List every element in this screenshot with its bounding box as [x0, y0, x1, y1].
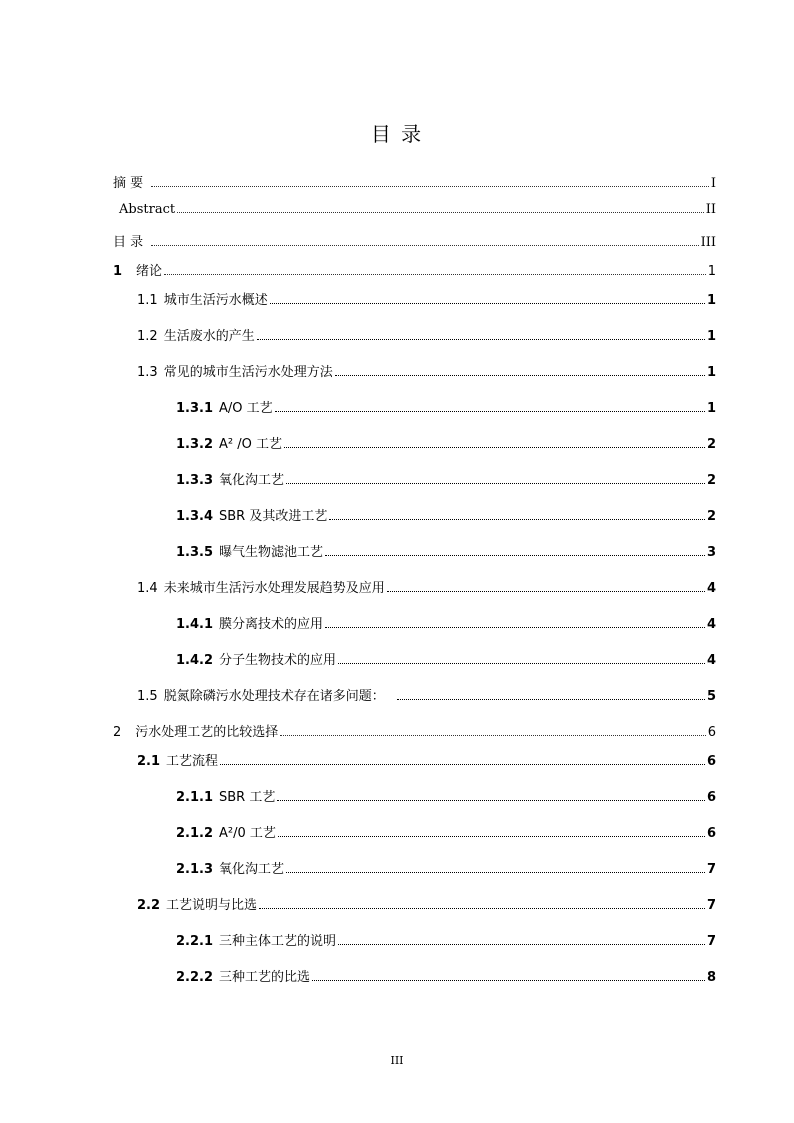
toc-entry-page: 6	[706, 826, 716, 841]
toc-leader-dots	[259, 908, 705, 909]
toc-entry-page: 6	[706, 790, 716, 805]
toc-entry-label: 未来城市生活污水处理发展趋势及应用	[163, 581, 385, 596]
toc-entry-number: 2.2.2	[176, 970, 214, 985]
toc-entry-page: 6	[707, 725, 716, 740]
toc-entry-1-3-3[interactable]	[176, 469, 716, 488]
toc-entry-label: 氧化沟工艺	[219, 862, 285, 877]
toc-entry-number: 1.4.1	[176, 617, 214, 632]
toc-leader-dots	[387, 591, 705, 592]
toc-leader-dots	[278, 836, 705, 837]
toc-leader-dots	[286, 872, 705, 873]
toc-leader-dots	[286, 483, 705, 484]
toc-entry-2-1-3[interactable]	[176, 858, 716, 877]
toc-entry-1-4[interactable]	[137, 577, 716, 596]
toc-leader-dots	[335, 375, 705, 376]
toc-entry-1-3-4[interactable]	[176, 505, 716, 524]
toc-leader-dots	[325, 555, 705, 556]
toc-entry-page: 5	[706, 689, 716, 704]
toc-leader-dots	[275, 411, 705, 412]
toc-entry-label: 分子生物技术的应用	[219, 653, 337, 668]
toc-entry-page: 4	[706, 653, 716, 668]
toc-entry-label: 工艺说明与比选	[166, 898, 258, 913]
toc-entry-label: 常见的城市生活污水处理方法	[163, 365, 333, 380]
toc-entry-page: 7	[706, 934, 716, 949]
toc-entry-label: 膜分离技术的应用	[219, 617, 324, 632]
toc-entry-number: 1.3.2	[176, 437, 214, 452]
toc-leader-dots	[325, 627, 705, 628]
toc-entry-number: 1.3.4	[176, 509, 214, 524]
toc-leader-dots	[257, 339, 705, 340]
toc-leader-dots	[164, 274, 706, 275]
toc-leader-dots	[280, 735, 705, 736]
toc-entry-label: 三种主体工艺的说明	[219, 934, 337, 949]
toc-entry-page: 4	[706, 617, 716, 632]
toc-leader-dots	[312, 980, 705, 981]
toc-entry-label: A/O 工艺	[219, 401, 273, 416]
toc-entry-label: A² /O 工艺	[219, 437, 282, 452]
toc-entry-label: 曝气生物滤池工艺	[219, 545, 324, 560]
toc-entry-label: 脱氮除磷污水处理技术存在诸多问题：	[163, 689, 385, 704]
toc-entry-page: 2	[706, 473, 716, 488]
toc-leader-dots	[284, 447, 705, 448]
toc-entry-number: 1.3.3	[176, 473, 214, 488]
toc-entry-page: 1	[706, 329, 716, 344]
toc-entry-label: 污水处理工艺的比较选择	[135, 725, 279, 740]
toc-entry-chapter-1[interactable]	[113, 260, 716, 279]
toc-entry-1-3-5[interactable]	[176, 541, 716, 560]
toc-entry-1-4-2[interactable]	[176, 649, 716, 668]
toc-entry-page: 2	[706, 509, 716, 524]
toc-entry-2-2[interactable]	[137, 894, 716, 913]
toc-entry-label: SBR 工艺	[219, 790, 276, 805]
toc-entry-2-2-1[interactable]	[176, 930, 716, 949]
toc-entry-page: 7	[706, 898, 716, 913]
toc-entry-page: 7	[706, 862, 716, 877]
toc-entry-page: 8	[706, 970, 716, 985]
toc-entry-page: 6	[706, 754, 716, 769]
toc-entry-1-5[interactable]	[137, 685, 716, 704]
toc-entry-chapter-2[interactable]	[113, 721, 716, 740]
toc-entry-2-2-2[interactable]	[176, 966, 716, 985]
toc-entry-label: SBR 及其改进工艺	[219, 509, 328, 524]
toc-entry-number: 1.3.1	[176, 401, 214, 416]
toc-entry-1-2[interactable]	[137, 325, 716, 344]
toc-entry-number: 2.1.2	[176, 826, 214, 841]
toc-entry-number: 1.4	[137, 581, 158, 596]
toc-entry-1-3[interactable]	[137, 361, 716, 380]
toc-leader-dots	[338, 944, 705, 945]
toc-entry-page: 1	[707, 264, 716, 279]
toc-entry-number: 2.2.1	[176, 934, 214, 949]
toc-leader-dots	[177, 212, 704, 213]
toc-entry-number: 1.1	[137, 293, 158, 308]
page-number-footer: III	[390, 1054, 404, 1067]
toc-entry-abstract-cn[interactable]	[113, 172, 716, 191]
toc-entry-2-1-2[interactable]	[176, 822, 716, 841]
toc-leader-dots	[270, 303, 705, 304]
toc-entry-number: 2	[113, 725, 122, 740]
toc-entry-number: 2.2	[137, 898, 161, 913]
toc-entry-label: 氧化沟工艺	[219, 473, 285, 488]
toc-entry-1-4-1[interactable]	[176, 613, 716, 632]
toc-entry-label: 绪论	[136, 264, 163, 279]
toc-entry-page: III	[700, 235, 716, 250]
toc-entry-2-1[interactable]	[137, 750, 716, 769]
toc-entry-1-1[interactable]	[137, 289, 716, 308]
toc-entry-page: 1	[706, 365, 716, 380]
toc-entry-label: A²/0 工艺	[219, 826, 276, 841]
toc-entry-number: 1.4.2	[176, 653, 214, 668]
toc-entry-number: 1	[113, 264, 123, 279]
toc-entry-abstract-en[interactable]	[113, 202, 716, 217]
toc-entry-page: II	[705, 202, 716, 217]
toc-entry-1-3-2[interactable]	[176, 433, 716, 452]
toc-leader-dots	[151, 186, 709, 187]
toc-entry-page: 2	[706, 437, 716, 452]
toc-entry-number: 1.3	[137, 365, 158, 380]
toc-entry-label: 城市生活污水概述	[163, 293, 268, 308]
toc-entry-number: 目 录	[113, 235, 144, 250]
toc-leader-dots	[397, 699, 705, 700]
toc-entry-number: 1.3.5	[176, 545, 214, 560]
toc-leader-dots	[220, 764, 705, 765]
toc-leader-dots	[151, 245, 698, 246]
toc-entry-2-1-1[interactable]	[176, 786, 716, 805]
toc-entry-number: 2.1.3	[176, 862, 214, 877]
toc-entry-contents[interactable]	[113, 231, 716, 250]
toc-leader-dots	[329, 519, 705, 520]
toc-entry-label: 工艺流程	[166, 754, 219, 769]
toc-entry-label: 生活废水的产生	[163, 329, 255, 344]
toc-entry-page: 1	[706, 293, 716, 308]
toc-leader-dots	[277, 800, 705, 801]
page-title: 目 录	[370, 122, 424, 146]
toc-entry-number: 2.1.1	[176, 790, 214, 805]
toc-entry-number: 1.5	[137, 689, 158, 704]
toc-entry-label: 三种工艺的比选	[219, 970, 311, 985]
toc-entry-1-3-1[interactable]	[176, 397, 716, 416]
toc-entry-number: 1.2	[137, 329, 158, 344]
toc-entry-page: 4	[706, 581, 716, 596]
toc-entry-label: Abstract	[119, 202, 176, 217]
toc-entry-number: 2.1	[137, 754, 161, 769]
toc-entry-page: I	[710, 176, 716, 191]
toc-leader-dots	[338, 663, 705, 664]
toc-entry-page: 1	[706, 401, 716, 416]
toc-entry-number: 摘 要	[113, 176, 144, 191]
toc-entry-page: 3	[706, 545, 716, 560]
